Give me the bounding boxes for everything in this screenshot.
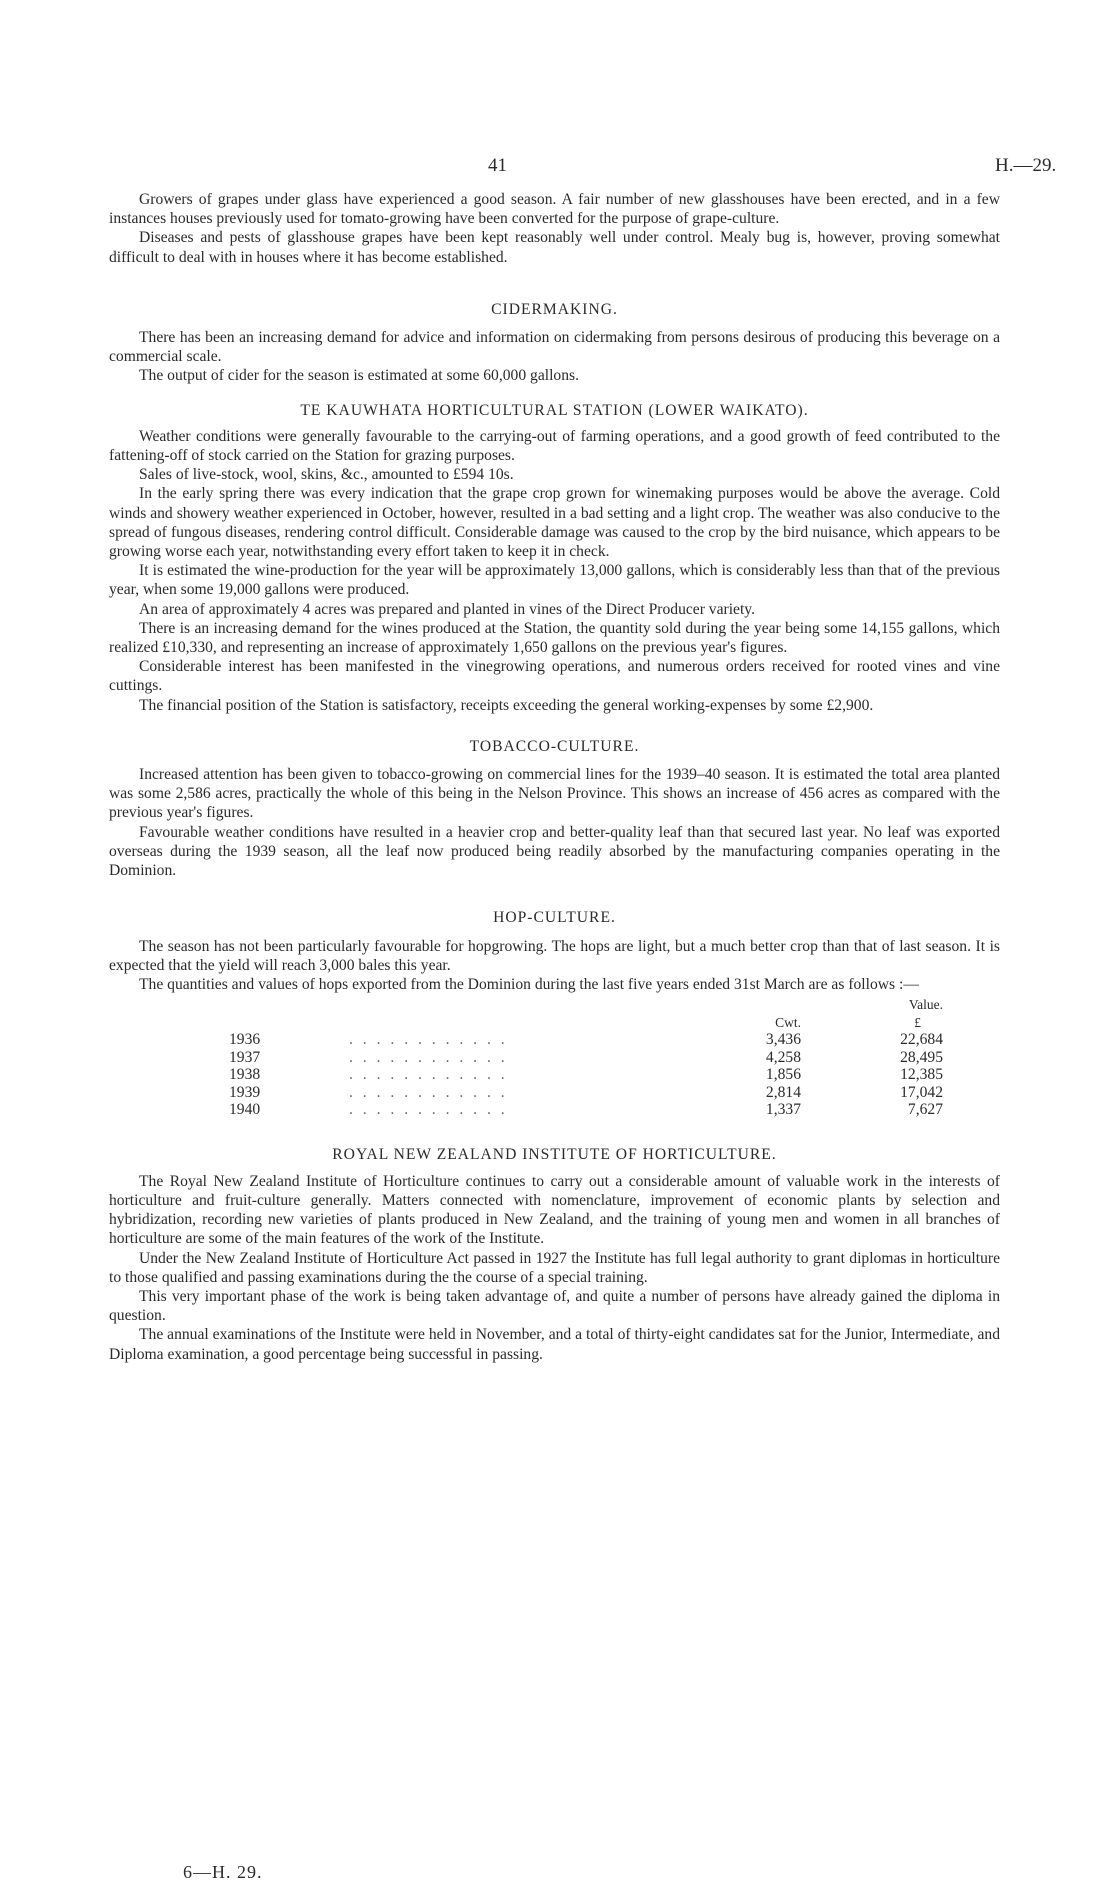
cell-value: 22,684: [900, 1031, 943, 1049]
table-row: [109, 1031, 943, 1049]
cell-leader: . . . . . . . . . . . .: [349, 1066, 508, 1084]
cell-cwt: 1,337: [765, 1101, 801, 1119]
cell-value: 17,042: [900, 1083, 943, 1101]
paragraph: The quantities and values of hops exported from the Dominion during the last five years ended 31st March are as follows :—: [139, 975, 919, 993]
paragraph: Diseases and pests of glasshouse grapes have been kept reasonably well under control. Mealy bug is, however, proving somewhat difficult to deal with in houses where it has become established.: [109, 229, 1000, 266]
section-heading-royal-institute: ROYAL NEW ZEALAND INSTITUTE OF HORTICULTURE.: [332, 1145, 777, 1163]
paragraph: In the early spring there was every indication that the grape crop grown for winemaking purposes would be above the average. Cold winds and showery weather experienced in October, however, resulted in a bad setting and a light crop. The weather was also conducive to the spread of fungous diseases, rendering control difficult. Considerable damage was caused to the crop by the bird nuisance, which appears to be growing worse each year, notwithstanding every effort taken to keep it in check.: [109, 485, 1000, 561]
cell-value: 7,627: [907, 1101, 943, 1119]
table-header-row: [109, 996, 943, 1014]
cell-value: 28,495: [900, 1048, 943, 1066]
table-row: [109, 1084, 943, 1102]
cell-cwt: 1,856: [765, 1066, 801, 1084]
cell-value: 12,385: [900, 1066, 943, 1084]
cell-year: 1936: [229, 1031, 261, 1049]
signature-mark: 6—H. 29.: [183, 1862, 263, 1882]
paragraph: The financial position of the Station is satisfactory, receipts exceeding the general working-expenses by some £2,900.: [139, 696, 874, 714]
cell-cwt: 4,258: [765, 1048, 801, 1066]
cell-cwt: 3,436: [765, 1031, 801, 1049]
table-row: [109, 1066, 943, 1084]
section-heading-te-kauwhata: TE KAUWHATA HORTICULTURAL STATION (LOWER WAIKATO).: [300, 401, 809, 419]
cell-year: 1940: [229, 1101, 261, 1119]
paragraph: The annual examinations of the Institute were held in November, and a total of thirty-eight candidates sat for the Junior, Intermediate, and Diploma examination, a good percentage being successful in passing.: [109, 1326, 1000, 1363]
column-header-value-unit: £: [914, 1014, 921, 1030]
cell-year: 1937: [229, 1048, 261, 1066]
paragraph: Sales of live-stock, wool, skins, &c., amounted to £594 10s.: [139, 466, 514, 484]
paragraph: There is an increasing demand for the wines produced at the Station, the quantity sold during the year being some 14,155 gallons, which realized £10,330, and representing an increase of approximately 1,650 gallons on the previous year's figures.: [109, 619, 1000, 657]
paragraph: It is estimated the wine-production for the year will be approximately 13,000 gallons, which is considerably less than that of the previous year, when some 19,000 gallons were produced.: [109, 562, 1000, 599]
paragraph: Increased attention has been given to tobacco-growing on commercial lines for the 1939–40 season. It is estimated the total area planted was some 2,586 acres, practically the whole of this being in the Nelson Province. This shows an increase of 456 acres as compared with the previous year's figures.: [109, 766, 1000, 822]
paragraph: An area of approximately 4 acres was prepared and planted in vines of the Direct Producer variety.: [139, 600, 755, 618]
paragraph: Under the New Zealand Institute of Horticulture Act passed in 1927 the Institute has full legal authority to grant diplomas in horticulture to those qualified and passing examinations during the the course of a special training.: [109, 1249, 1000, 1286]
cell-cwt: 2,814: [765, 1083, 801, 1101]
section-heading-hop-culture: HOP-CULTURE.: [493, 909, 616, 927]
page-number: 41: [488, 155, 507, 176]
paragraph: Favourable weather conditions have resulted in a heavier crop and better-quality leaf than that secured last year. No leaf was exported overseas during the 1939 season, all the leaf now produced being readily absorbed by the manufacturing companies operating in the Dominion.: [109, 823, 1000, 880]
table-header-row: [109, 1014, 943, 1032]
document-body: [109, 190, 1000, 1364]
section-heading-tobacco: TOBACCO-CULTURE.: [469, 737, 640, 755]
page-reference: H.—29.: [995, 155, 1057, 176]
hop-exports-table: [109, 996, 943, 1119]
paragraph: There has been an increasing demand for advice and information on cidermaking from persons desirous of producing this beverage on a commercial scale.: [109, 329, 1000, 366]
paragraph: The season has not been particularly favourable for hopgrowing. The hops are light, but a much better crop than that of last season. It is expected that the yield will reach 3,000 bales this year.: [109, 937, 1000, 974]
paragraph: Growers of grapes under glass have experienced a good season. A fair number of new glasshouses have been erected, and in a few instances houses previously used for tomato-growing have been converted for the purpose of grape-culture.: [109, 191, 1000, 228]
section-heading-cidermaking: CIDERMAKING.: [491, 300, 618, 318]
cell-leader: . . . . . . . . . . . .: [349, 1031, 508, 1049]
paragraph: Weather conditions were generally favourable to the carrying-out of farming operations, and a good growth of feed contributed to the fattening-off of stock carried on the Station for grazing purposes.: [109, 427, 1000, 465]
page-header: [0, 155, 1114, 185]
paragraph: The Royal New Zealand Institute of Horticulture continues to carry out a considerable amount of valuable work in the interests of horticulture and fruit-culture generally. Matters connected with nomenclature, improvement of economic plants by selection and hybridization, recording new varieties of plants produced in New Zealand, and the training of young men and women in all branches of horticulture are some of the main features of the work of the Institute.: [109, 1172, 1000, 1248]
cell-leader: . . . . . . . . . . . .: [349, 1083, 508, 1101]
column-header-cwt: Cwt.: [775, 1014, 801, 1030]
cell-year: 1938: [229, 1066, 261, 1084]
cell-year: 1939: [229, 1083, 261, 1101]
column-header-value: Value.: [908, 997, 943, 1013]
paragraph: The output of cider for the season is estimated at some 60,000 gallons.: [139, 367, 579, 385]
table-row: [109, 1049, 943, 1067]
paragraph: Considerable interest has been manifested in the vinegrowing operations, and numerous orders received for rooted vines and vine cuttings.: [109, 658, 1000, 695]
paragraph: This very important phase of the work is being taken advantage of, and quite a number of persons have already gained the diploma in question.: [109, 1288, 1000, 1325]
cell-leader: . . . . . . . . . . . .: [349, 1101, 508, 1119]
cell-leader: . . . . . . . . . . . .: [349, 1048, 508, 1066]
table-row: [109, 1101, 943, 1119]
